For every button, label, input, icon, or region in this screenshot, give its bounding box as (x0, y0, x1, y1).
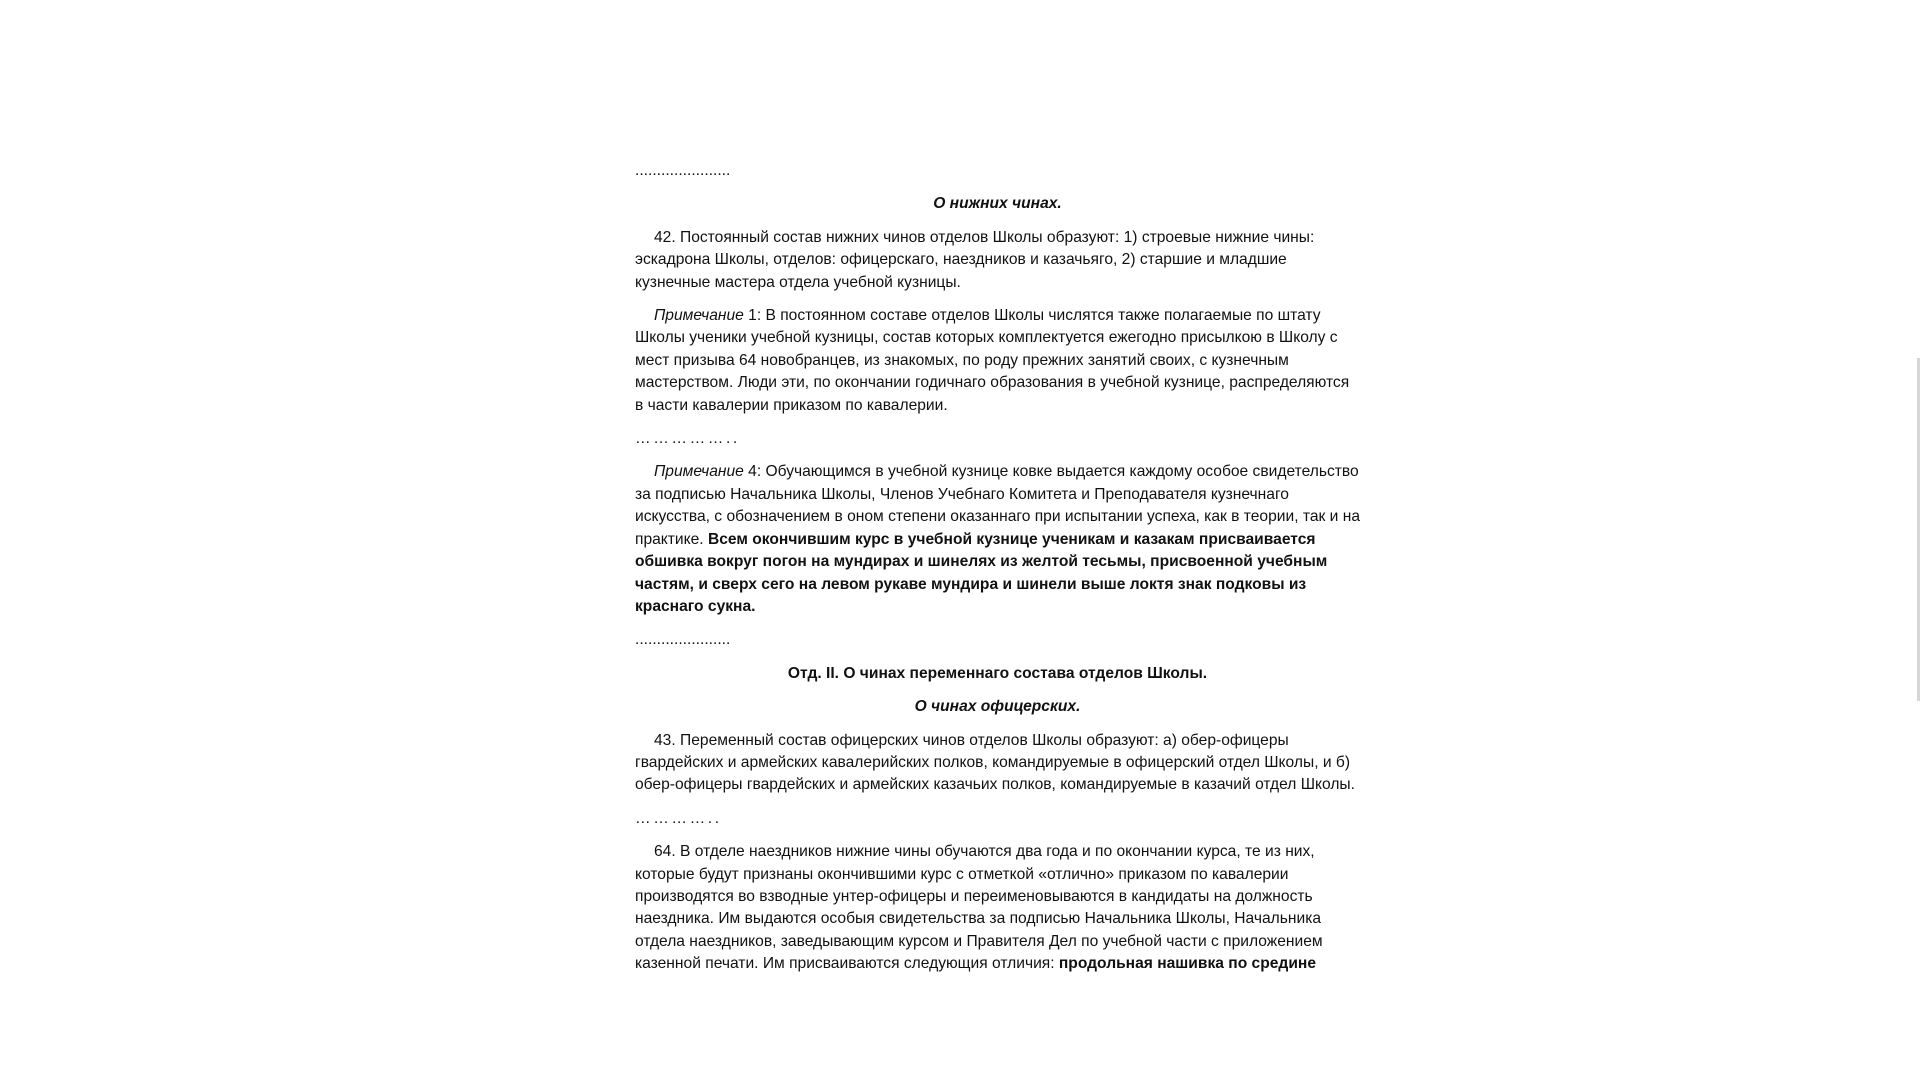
paragraph-43: 43. Переменный состав офицерских чинов отделов Школы образуют: а) обер-офицеры гвардейских и армейских кавалерийских полков, командируемые в офицерский отдел Школы, и б) обер-офицеры гвардейских и армейских казачьих полков, командируемые в казачий отдел Школы. (635, 731, 1355, 794)
note-label: Примечание (654, 307, 744, 325)
note-label: Примечание (654, 463, 744, 481)
section-heading-lower-ranks: О нижних чинах. (933, 195, 1062, 213)
separator-dots: ………….. (635, 809, 722, 827)
separator-dots: ...................... (635, 631, 731, 649)
part-heading: Отд. II. О чинах переменнаго состава отделов Школы. (787, 664, 1208, 682)
paragraph-bold-text: продольная нашивка по средине (1058, 955, 1316, 973)
section-heading-officers: О чинах офицерских. (914, 698, 1081, 716)
document-page (635, 160, 1360, 987)
note-bold-text: Всем окончившим курс в учебной кузнице ученикам и казакам присваивается обшивка вокруг погон на мундирах и шинелях из желтой тесьмы, присвоенной учебным частям, и сверх сего на левом рукаве мундира и шинели выше локтя знак подковы из краснаго сукна. (635, 530, 1328, 615)
separator-dots: …………….. (635, 430, 740, 448)
note-text: 1: В постоянном составе отделов Школы числятся также полагаемые по штату Школы ученики учебной кузницы, состав которых комплектуется ежегодно присылкою в Школу с мест призыва 64 новобранцев, из знакомых, по роду прежних занятий своих, с кузнечным мастерством. Люди эти, по окончании годичнаго образования в учебной кузнице, распределяются в части кавалерии приказом по кавалерии. (635, 307, 1350, 414)
separator-dots: ...................... (635, 162, 731, 179)
paragraph-text: 64. В отделе наездников нижние чины обучаются два года и по окончании курса, те из них, которые будут признаны окончившими курс с отметкой «отлично» приказом по кавалерии производятся во взводные унтер-офицеры и переименовываются в кандидаты на должность наездника. Им выдаются особыя свидетельства за подписью Начальника Школы, Начальника отдела наездников, заведывающим курсом и Правителя Дел по учебной части с приложением казенной печати. Им присваиваются следующия отличия: (635, 843, 1323, 973)
note-text: 4: Обучающимся в учебной кузнице ковке выдается каждому особое свидетельство за подписью Начальника Школы, Членов Учебнаго Комитета и Преподавателя кузнечнаго искусства, с обозначением в оном степени оказаннаго при испытании успеха, как в теории, так и на практике. (635, 463, 1360, 548)
note-1 (635, 305, 1360, 417)
note-4 (635, 461, 1360, 618)
paragraph-42: 42. Постоянный состав нижних чинов отделов Школы образуют: 1) строевые нижние чины: эскадрона Школы, отделов: офицерскаго, наездников и казачьяго, 2) старшие и младшие кузнечные мастера отдела учебной кузницы. (635, 228, 1315, 291)
paragraph-64 (635, 841, 1360, 975)
